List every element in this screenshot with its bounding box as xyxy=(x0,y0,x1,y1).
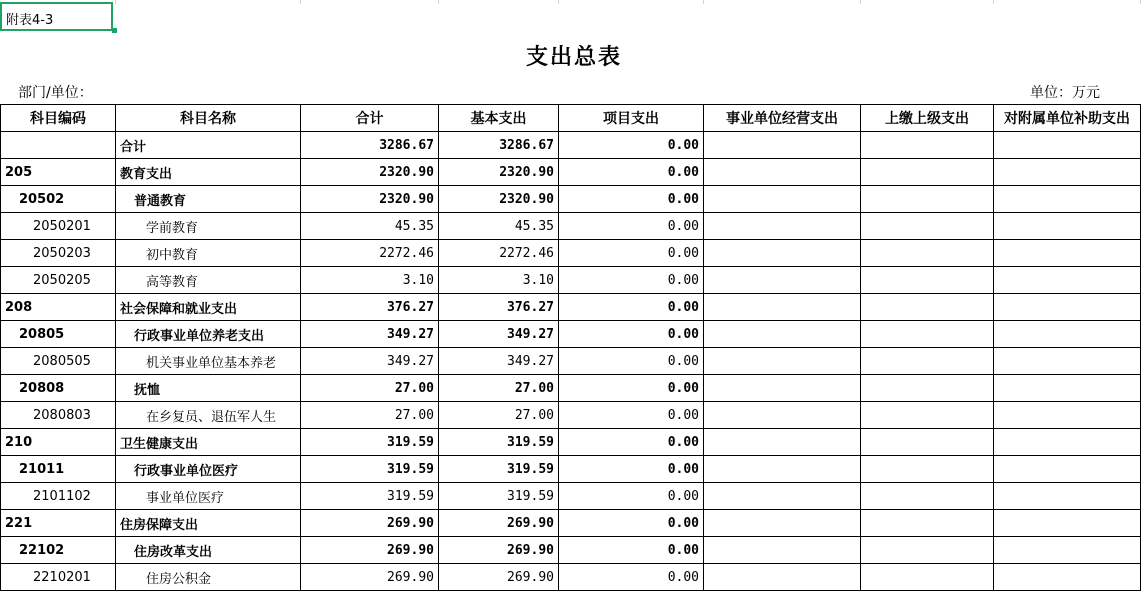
table-row xyxy=(1,456,1141,483)
table-row xyxy=(1,321,1141,348)
cell-upper[interactable] xyxy=(861,240,994,267)
col-header-project[interactable]: 项目支出 xyxy=(559,105,704,132)
cell-upper[interactable] xyxy=(861,429,994,456)
cell-name[interactable]: 住房保障支出 xyxy=(116,510,301,537)
selected-cell[interactable] xyxy=(0,2,113,31)
cell-total[interactable]: 3.10 xyxy=(301,267,439,294)
cell-upper[interactable] xyxy=(861,213,994,240)
cell-project[interactable]: 0.00 xyxy=(559,213,704,240)
cell-total[interactable]: 319.59 xyxy=(301,429,439,456)
cell-project[interactable]: 0.00 xyxy=(559,456,704,483)
col-header-basic[interactable]: 基本支出 xyxy=(439,105,559,132)
cell-business[interactable] xyxy=(704,510,861,537)
cell-code[interactable] xyxy=(1,132,116,159)
cell-name[interactable]: 教育支出 xyxy=(116,159,301,186)
cell-subsidiary[interactable] xyxy=(994,402,1141,429)
cell-upper[interactable] xyxy=(861,132,994,159)
cell-business[interactable] xyxy=(704,429,861,456)
cell-basic[interactable]: 319.59 xyxy=(439,483,559,510)
cell-project[interactable]: 0.00 xyxy=(559,375,704,402)
cell-business[interactable] xyxy=(704,375,861,402)
cell-upper[interactable] xyxy=(861,375,994,402)
cell-upper[interactable] xyxy=(861,294,994,321)
table-row xyxy=(1,375,1141,402)
cell-subsidiary[interactable] xyxy=(994,456,1141,483)
cell-business[interactable] xyxy=(704,240,861,267)
cell-name[interactable]: 机关事业单位基本养老 xyxy=(116,348,301,375)
table-row xyxy=(1,213,1141,240)
cell-name[interactable]: 事业单位医疗 xyxy=(116,483,301,510)
table-row xyxy=(1,186,1141,213)
cell-name[interactable]: 学前教育 xyxy=(116,213,301,240)
cell-upper[interactable] xyxy=(861,402,994,429)
cell-basic[interactable]: 27.00 xyxy=(439,375,559,402)
unit-label: 单位：万元 xyxy=(1030,85,1100,101)
cell-name[interactable]: 住房改革支出 xyxy=(116,537,301,564)
cell-total[interactable]: 2320.90 xyxy=(301,159,439,186)
cell-business[interactable] xyxy=(704,267,861,294)
cell-subsidiary[interactable] xyxy=(994,429,1141,456)
table-row xyxy=(1,510,1141,537)
cell-basic[interactable]: 349.27 xyxy=(439,348,559,375)
cell-basic[interactable]: 2320.90 xyxy=(439,186,559,213)
cell-project[interactable]: 0.00 xyxy=(559,483,704,510)
cell-subsidiary[interactable] xyxy=(994,213,1141,240)
cell-basic[interactable]: 45.35 xyxy=(439,213,559,240)
sheet-gridlines-top xyxy=(0,0,1148,4)
cell-name[interactable]: 行政事业单位医疗 xyxy=(116,456,301,483)
cell-project[interactable]: 0.00 xyxy=(559,267,704,294)
cell-upper[interactable] xyxy=(861,348,994,375)
cell-project[interactable]: 0.00 xyxy=(559,186,704,213)
cell-project[interactable]: 0.00 xyxy=(559,402,704,429)
cell-basic[interactable]: 3286.67 xyxy=(439,132,559,159)
cell-code[interactable]: 20808 xyxy=(1,375,116,402)
cell-business[interactable] xyxy=(704,564,861,591)
selected-cell-text: 附表4-3 xyxy=(6,13,54,28)
cell-name[interactable]: 初中教育 xyxy=(116,240,301,267)
cell-subsidiary[interactable] xyxy=(994,537,1141,564)
cell-code[interactable]: 2080803 xyxy=(1,402,116,429)
cell-business[interactable] xyxy=(704,159,861,186)
cell-total[interactable]: 3286.67 xyxy=(301,132,439,159)
cell-code[interactable]: 2050201 xyxy=(1,213,116,240)
cell-total[interactable]: 376.27 xyxy=(301,294,439,321)
cell-subsidiary[interactable] xyxy=(994,132,1141,159)
cell-total[interactable]: 349.27 xyxy=(301,348,439,375)
cell-upper[interactable] xyxy=(861,564,994,591)
table-row xyxy=(1,132,1141,159)
cell-total[interactable]: 27.00 xyxy=(301,375,439,402)
cell-upper[interactable] xyxy=(861,510,994,537)
cell-subsidiary[interactable] xyxy=(994,483,1141,510)
fill-handle[interactable] xyxy=(112,28,117,33)
cell-basic[interactable]: 3.10 xyxy=(439,267,559,294)
cell-upper[interactable] xyxy=(861,159,994,186)
col-header-upper[interactable]: 上缴上级支出 xyxy=(861,105,994,132)
cell-project[interactable]: 0.00 xyxy=(559,348,704,375)
cell-total[interactable]: 2272.46 xyxy=(301,240,439,267)
dept-label: 部门/单位： xyxy=(18,85,93,101)
cell-name[interactable]: 抚恤 xyxy=(116,375,301,402)
cell-project[interactable]: 0.00 xyxy=(559,564,704,591)
cell-code[interactable]: 21011 xyxy=(1,456,116,483)
cell-basic[interactable]: 2320.90 xyxy=(439,159,559,186)
cell-business[interactable] xyxy=(704,213,861,240)
col-header-business[interactable]: 事业单位经营支出 xyxy=(704,105,861,132)
cell-business[interactable] xyxy=(704,483,861,510)
cell-basic[interactable]: 349.27 xyxy=(439,321,559,348)
cell-project[interactable]: 0.00 xyxy=(559,537,704,564)
cell-total[interactable]: 45.35 xyxy=(301,213,439,240)
cell-code[interactable]: 2050203 xyxy=(1,240,116,267)
cell-business[interactable] xyxy=(704,186,861,213)
cell-code[interactable]: 208 xyxy=(1,294,116,321)
cell-project[interactable]: 0.00 xyxy=(559,294,704,321)
cell-code[interactable]: 20805 xyxy=(1,321,116,348)
table-row xyxy=(1,348,1141,375)
cell-total[interactable]: 2320.90 xyxy=(301,186,439,213)
col-header-subsidiary[interactable]: 对附属单位补助支出 xyxy=(994,105,1141,132)
cell-total[interactable]: 269.90 xyxy=(301,564,439,591)
cell-project[interactable]: 0.00 xyxy=(559,132,704,159)
cell-name[interactable]: 合计 xyxy=(116,132,301,159)
table-row xyxy=(1,429,1141,456)
cell-subsidiary[interactable] xyxy=(994,510,1141,537)
col-header-name[interactable]: 科目名称 xyxy=(116,105,301,132)
cell-project[interactable]: 0.00 xyxy=(559,159,704,186)
cell-code[interactable]: 221 xyxy=(1,510,116,537)
cell-subsidiary[interactable] xyxy=(994,294,1141,321)
cell-total[interactable]: 349.27 xyxy=(301,321,439,348)
cell-code[interactable]: 205 xyxy=(1,159,116,186)
table-row xyxy=(1,483,1141,510)
cell-code[interactable]: 22102 xyxy=(1,537,116,564)
cell-upper[interactable] xyxy=(861,456,994,483)
cell-name[interactable]: 卫生健康支出 xyxy=(116,429,301,456)
cell-business[interactable] xyxy=(704,402,861,429)
cell-basic[interactable]: 376.27 xyxy=(439,294,559,321)
cell-basic[interactable]: 2272.46 xyxy=(439,240,559,267)
cell-subsidiary[interactable] xyxy=(994,159,1141,186)
cell-code[interactable]: 20502 xyxy=(1,186,116,213)
cell-basic[interactable]: 319.59 xyxy=(439,456,559,483)
col-header-code[interactable]: 科目编码 xyxy=(1,105,116,132)
cell-name[interactable]: 在乡复员、退伍军人生 xyxy=(116,402,301,429)
cell-basic[interactable]: 269.90 xyxy=(439,510,559,537)
cell-total[interactable]: 319.59 xyxy=(301,483,439,510)
cell-business[interactable] xyxy=(704,132,861,159)
cell-total[interactable]: 269.90 xyxy=(301,510,439,537)
cell-name[interactable]: 社会保障和就业支出 xyxy=(116,294,301,321)
table-row xyxy=(1,159,1141,186)
header-row xyxy=(1,105,1141,132)
cell-subsidiary[interactable] xyxy=(994,240,1141,267)
cell-subsidiary[interactable] xyxy=(994,321,1141,348)
cell-code[interactable]: 2050205 xyxy=(1,267,116,294)
cell-subsidiary[interactable] xyxy=(994,186,1141,213)
table-row xyxy=(1,267,1141,294)
cell-subsidiary[interactable] xyxy=(994,267,1141,294)
cell-name[interactable]: 住房公积金 xyxy=(116,564,301,591)
table-row xyxy=(1,402,1141,429)
cell-basic[interactable]: 319.59 xyxy=(439,429,559,456)
table-row xyxy=(1,537,1141,564)
cell-subsidiary[interactable] xyxy=(994,564,1141,591)
cell-total[interactable]: 27.00 xyxy=(301,402,439,429)
cell-project[interactable]: 0.00 xyxy=(559,429,704,456)
cell-project[interactable]: 0.00 xyxy=(559,321,704,348)
cell-total[interactable]: 319.59 xyxy=(301,456,439,483)
cell-subsidiary[interactable] xyxy=(994,375,1141,402)
cell-upper[interactable] xyxy=(861,321,994,348)
cell-upper[interactable] xyxy=(861,483,994,510)
cell-subsidiary[interactable] xyxy=(994,348,1141,375)
cell-code[interactable]: 2080505 xyxy=(1,348,116,375)
expenditure-table xyxy=(0,104,1141,591)
cell-upper[interactable] xyxy=(861,186,994,213)
cell-upper[interactable] xyxy=(861,267,994,294)
cell-business[interactable] xyxy=(704,456,861,483)
cell-code[interactable]: 210 xyxy=(1,429,116,456)
cell-business[interactable] xyxy=(704,348,861,375)
cell-project[interactable]: 0.00 xyxy=(559,510,704,537)
cell-project[interactable]: 0.00 xyxy=(559,240,704,267)
cell-basic[interactable]: 269.90 xyxy=(439,564,559,591)
cell-basic[interactable]: 27.00 xyxy=(439,402,559,429)
cell-name[interactable]: 行政事业单位养老支出 xyxy=(116,321,301,348)
cell-code[interactable]: 2101102 xyxy=(1,483,116,510)
cell-name[interactable]: 普通教育 xyxy=(116,186,301,213)
col-header-total[interactable]: 合计 xyxy=(301,105,439,132)
cell-upper[interactable] xyxy=(861,537,994,564)
cell-business[interactable] xyxy=(704,321,861,348)
table-row xyxy=(1,240,1141,267)
table-row xyxy=(1,564,1141,591)
table-row xyxy=(1,294,1141,321)
cell-name[interactable]: 高等教育 xyxy=(116,267,301,294)
cell-total[interactable]: 269.90 xyxy=(301,537,439,564)
sheet-title: 支出总表 xyxy=(525,44,622,70)
cell-basic[interactable]: 269.90 xyxy=(439,537,559,564)
cell-code[interactable]: 2210201 xyxy=(1,564,116,591)
cell-business[interactable] xyxy=(704,294,861,321)
cell-business[interactable] xyxy=(704,537,861,564)
